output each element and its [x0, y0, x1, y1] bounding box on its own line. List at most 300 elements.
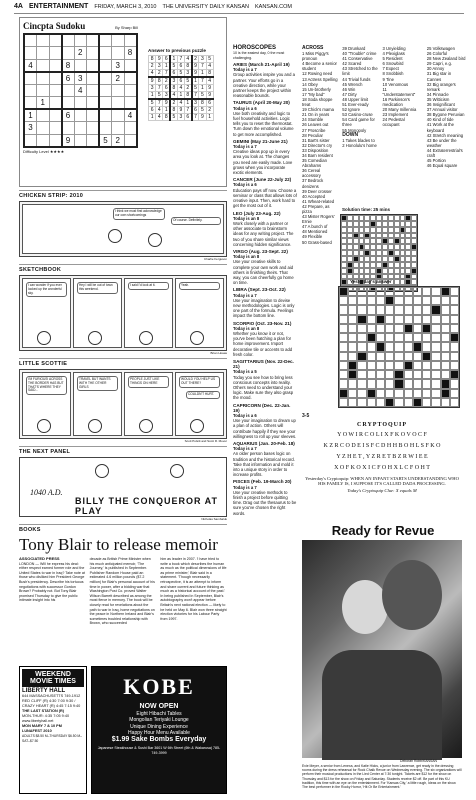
crossword-clue: 34 Barn resident: [302, 152, 333, 158]
horoscope-sign: [233, 249, 297, 285]
answer-cell: 4: [156, 114, 163, 121]
answer-cell: 6: [163, 85, 170, 92]
crossword-cell: [339, 287, 348, 296]
crossword-clue: 28 New Zealand bird: [426, 56, 466, 62]
character-head: [190, 331, 204, 345]
answer-cell: 2: [163, 77, 170, 85]
answer-cell: 8: [163, 114, 170, 121]
sudoku-cell: [87, 122, 100, 135]
crossword-cell: [348, 342, 357, 351]
crossword-clue: 4 Become a senior student: [302, 61, 337, 72]
next-panel-caption: BILLY THE CONQUEROR AT PLAY: [75, 496, 219, 516]
sudoku-cell: [37, 59, 50, 72]
cryptoquip-yesterday: Yesterday's Cryptoquip: WHEN AN INFANT STARTS UNDERSTANDING WHO HIS FAMILY IS, I SUPPOSE IT'S CALLED DADA PROCESSING.: [305, 476, 459, 487]
sign-text: Use your imagination to dream up a plan of action. Others will contribute happily if they see your willingness to roll up your sleeves.: [233, 418, 297, 439]
crossword-clue: 39 Deer crosser: [302, 188, 332, 194]
sudoku-cell: [112, 47, 125, 60]
answer-cell: 6: [163, 56, 170, 63]
crossword-cell: [385, 315, 394, 324]
sign-rating: Today is a 7: [233, 67, 257, 73]
books-byline: ASSOCIATED PRESS: [19, 556, 60, 561]
crossword-clue: 52 Ignore: [342, 107, 360, 113]
crossword-cell: [357, 333, 366, 342]
crossword-clue: 43 Be under the weather: [426, 137, 457, 148]
sudoku-cell: [124, 84, 137, 97]
horoscopes-title: HOROSCOPES: [233, 45, 277, 51]
answer-cell: 9: [206, 92, 213, 100]
crossword-clue: 12 Rowing need: [302, 71, 333, 77]
cryptoquip-clue: Today's Cryptoquip Clue: X equals M: [347, 487, 417, 493]
sudoku-cell: [112, 97, 125, 110]
sketch-frame-1: [22, 278, 71, 348]
crossword-clue: 37 Bedrock denizens: [302, 178, 324, 189]
crossword-clue: 48 Upper limit: [342, 96, 369, 102]
sudoku-cell: [49, 134, 62, 147]
crossword-cell: [431, 370, 440, 379]
horoscope-sign: [233, 177, 297, 208]
crossword-cell: [413, 342, 422, 351]
answer-cell: 7: [184, 107, 191, 114]
crossword-cell: [450, 352, 459, 361]
sudoku-title-rest: pta Sudoku: [41, 21, 86, 31]
cryptoquip-line: X O F K O X I C F O H X L C F O H T: [334, 465, 430, 471]
ticket-prices: ADULTS $8.50 M–THURSDAY $6.50 M–SAT–$7.50: [22, 734, 82, 743]
crossword-cell: [339, 352, 348, 361]
crossword-clue: 44 Extraterrestrial's craft: [426, 147, 463, 158]
crossword-cell: [422, 315, 431, 324]
sign-text: Group activities inspire you and a partner. Your efforts go in a creative direction, while your partner keeps the project within reasonable bounds.: [233, 72, 295, 99]
crossword-cell: [441, 370, 450, 379]
crossword-clue: 55 Monopoly: [342, 127, 367, 133]
sign-text: Creative ideas pop up in every area you look at. The changes you need are easily made. Love grows when you incorporate exotic elements.: [233, 149, 293, 176]
crossword-clue: 44 Trivial funds: [342, 76, 371, 82]
sudoku-cell: 2: [74, 47, 87, 60]
sudoku-cell: [37, 34, 50, 47]
crossword-cell: [422, 361, 431, 370]
crossword-clue: 31 Bart's sister: [302, 137, 330, 143]
crossword-cell: [357, 398, 366, 407]
sudoku-cell: 8: [124, 47, 137, 60]
crossword-clue: 23 Implement: [382, 112, 408, 118]
sign-name: SAGITTARIUS (Nov. 22-Dec. 21): [233, 358, 294, 370]
crossword-cell: [431, 342, 440, 351]
crossword-clue: 28 Peculiar: [302, 132, 323, 138]
crossword-cell: [422, 342, 431, 351]
cryptoquip-line: Y O W I R C O L I X F K O V O C F: [337, 432, 427, 438]
crossword-cell: [376, 342, 385, 351]
next-panel-label: THE NEXT PANEL: [19, 446, 227, 455]
crossword-clue: 49 Flexible: [302, 234, 323, 240]
crossword-cell: [348, 287, 357, 296]
kobe-hibachi: Eight Hibachi Tables: [136, 710, 182, 717]
down-clues-right: [427, 46, 466, 168]
performer-body: [322, 650, 442, 760]
crossword-cell: [413, 352, 422, 361]
crossword-cell: [367, 389, 376, 398]
crossword-cell: [441, 361, 450, 370]
crossword-cell: [367, 324, 376, 333]
answer-cell: 8: [170, 107, 177, 114]
sign-rating: Today is an 8: [233, 325, 260, 331]
crossword-clue: 35 Witticism: [426, 96, 450, 102]
sudoku-cell: [124, 134, 137, 147]
character-head: [95, 464, 109, 478]
last-station-title: THE LAST STATION (R): [22, 709, 65, 713]
sudoku-cell: [99, 97, 112, 110]
answer-cell: 1: [170, 56, 177, 63]
crossword-clue: 41 Conservative: [342, 56, 373, 62]
crossword-cell: [376, 370, 385, 379]
answer-cell: 5: [149, 99, 156, 107]
crossword-cell: [339, 315, 348, 324]
horoscopes-column: [233, 46, 297, 516]
liberty-hall-address: 644 MASSACHUSETTS 749-1912: [22, 694, 81, 698]
sudoku-cell: [87, 59, 100, 72]
crossword-clue: 29 Capri, e.g.: [426, 61, 452, 67]
sign-text: Work closely with a partner or other associate to brainstorm ideas for any writing project. The two of you share similar views concerning hidden significance.: [233, 220, 294, 247]
crossword-cell: [348, 352, 357, 361]
answer-cell: 1: [199, 85, 206, 92]
chicken-frame: [22, 204, 224, 254]
kobe-address: Japanese Steakhouse & Sushi Bar 3601 W 6th Street (6th & Wakarusa) 785-749-3999: [97, 746, 221, 755]
answer-cell: 5: [192, 85, 199, 92]
crossword-clue: 4 Plexiglass: [382, 51, 405, 57]
horoscope-sign: [233, 321, 297, 357]
crossword-cell: [376, 361, 385, 370]
crossword-clue: 36 Insignificant: [426, 102, 455, 108]
crossword-clue: 41 Wheat-related: [302, 198, 335, 204]
crossword-cell: [348, 315, 357, 324]
crossword-cell: [385, 398, 394, 407]
crossword-cell: [394, 315, 403, 324]
sudoku-cell: [24, 47, 37, 60]
crossword-cell: [339, 361, 348, 370]
character-head: [170, 464, 184, 478]
crossword-cell: [441, 342, 450, 351]
crossword-clue: 46 Win: [342, 86, 356, 92]
answer-cell: 3: [170, 77, 177, 85]
crossword-cell: [404, 352, 413, 361]
sign-text: Use your creative methods to finish a project before quitting time. Drag out the thesaurus to be sure you've chosen the right words.: [233, 489, 297, 516]
crossword-cell: [450, 389, 459, 398]
sudoku-cell: [37, 47, 50, 60]
crossword-cell: [339, 333, 348, 342]
little-scottie-label: LITTLE SCOTTIE: [19, 358, 227, 367]
crossword-clue: 5 Resident: [382, 56, 403, 62]
crossword-cell: [394, 287, 403, 296]
crossword-cell: [367, 398, 376, 407]
crossword-clue: 1 Miss Piggy's pronoun: [302, 51, 329, 62]
answer-cell: 5: [206, 56, 213, 63]
crossword-clue: 32 Big orange's remark: [426, 81, 456, 92]
answer-cell: 5: [170, 114, 177, 121]
crossword-clue: 47 Dirty: [342, 91, 357, 97]
site-link[interactable]: KANSAN.COM: [254, 3, 292, 10]
sign-rating: Today is a 6: [233, 413, 257, 419]
chicken-strip-comic: [19, 201, 227, 257]
sudoku-cell: [99, 109, 112, 122]
crossword-cell: [367, 296, 376, 305]
crossword-clue: 21 On in years: [302, 112, 330, 118]
photo-headline: Ready for Revue: [331, 523, 435, 538]
crossword-cell: [376, 287, 385, 296]
crossword-clue: 24 Pedestal occupant: [382, 117, 405, 128]
sudoku-cell: [99, 47, 112, 60]
crossword-cell: [441, 398, 450, 407]
sign-text: Use both creativity and logic to fuel household activities. Logic tells you to reset the thermostat. Turn down the emotional volume to get more accomplished.: [233, 110, 294, 137]
crossword-cell: [450, 296, 459, 305]
horoscope-sign: [233, 139, 297, 175]
answer-cell: 7: [156, 99, 163, 107]
sign-rating: Today is a 5: [233, 369, 257, 375]
sudoku-cell: [49, 34, 62, 47]
crossword-clue: 34 Pinnacle: [426, 91, 449, 97]
next-panel-year: 1040 A.D.: [30, 488, 63, 497]
crossword-clue: 24 Stumble: [302, 117, 324, 123]
crossword-clue: 33 Disposition: [302, 147, 329, 153]
answer-cell: 3: [156, 63, 163, 70]
crossword-cell: [357, 305, 366, 314]
crossword-cell: [413, 305, 422, 314]
special-showing: MON MARY 7 & 10 PM: [22, 724, 62, 728]
main-showtimes: MON-THUR: 4:35 7:05 9:40: [22, 714, 70, 718]
sudoku-cell: [87, 47, 100, 60]
crossword-clue: 31 Big star in Cannes: [426, 71, 452, 82]
cryptoquip-block: [302, 422, 462, 493]
sudoku-cell: [74, 59, 87, 72]
character-head: [88, 331, 102, 345]
answer-cell: 6: [177, 63, 184, 70]
sudoku-cell: [49, 72, 62, 85]
sudoku-cell: [49, 109, 62, 122]
crossword-cell: [385, 342, 394, 351]
crossword-clue: 19 Chick's mama: [302, 107, 334, 113]
paper-name: THE UNIVERSITY DAILY KANSAN: [162, 3, 249, 10]
crossword-cell: [357, 296, 366, 305]
kobe-ad[interactable]: [91, 666, 227, 794]
crossword-cell: [348, 379, 357, 388]
sign-text: An older person bases logic on tradition and the historical record. Take that information and mold it into a unique story in order to increase profits.: [233, 451, 295, 478]
next-panel-comic: [19, 457, 227, 517]
crossword-cell: [441, 287, 450, 296]
crossword-clue: 20 Many millennia: [382, 107, 417, 113]
answer-cell: 6: [192, 107, 199, 114]
crossword-cell: [385, 379, 394, 388]
crossword-cell: [404, 296, 413, 305]
sign-text: Use your imagination to devise new methodologies. Logic is only one part of the formula. Feelings impact the bottom line.: [233, 297, 295, 319]
crossword-cell: [404, 379, 413, 388]
crossword-cell: [385, 361, 394, 370]
crossword-clue: 11 "Understatement": [382, 86, 416, 97]
cryptoquip-title: CRYPTOQUIP: [356, 422, 407, 428]
crossword-cell: [339, 379, 348, 388]
answer-cell: 5: [199, 92, 206, 100]
crossword-cell: [431, 361, 440, 370]
answer-cell: 7: [177, 56, 184, 63]
answer-cell: 1: [177, 92, 184, 100]
liberty-link[interactable]: www.libertyhall.net: [22, 719, 54, 723]
answer-cell: 9: [156, 56, 163, 63]
sign-name: ARIES (March 21-April 19): [233, 62, 290, 68]
crossword-cell: [404, 287, 413, 296]
sketch-speech-1: I can wonder if you ever looked up the wonderful sky.: [26, 282, 67, 297]
crossword-cell: [394, 324, 403, 333]
crossword-cell: [413, 287, 422, 296]
answer-cell: 4: [156, 107, 163, 114]
chicken-speech-1: I think we must first acknowledge our own shortcomings: [113, 208, 165, 220]
crossword-clue: 45 Portion: [426, 158, 446, 164]
character-head: [139, 419, 153, 433]
crossword-cell: [413, 389, 422, 398]
crossword-cell: [404, 333, 413, 342]
ls-speech-3: PEOPLE JUST LIKE THINGS ON HERE: [128, 376, 169, 388]
performer-face: [342, 580, 388, 634]
character-head: [148, 233, 162, 247]
crossword-cell: [348, 333, 357, 342]
sketchbook-comic: [19, 275, 227, 351]
crossword-cell: [385, 352, 394, 361]
crossword-cell: [348, 370, 357, 379]
crossword-cell: [339, 305, 348, 314]
crossword-clue: 7 Expect: [382, 66, 399, 72]
crossword-cell: [367, 305, 376, 314]
crossword-cell: [357, 315, 366, 324]
sudoku-cell: [37, 84, 50, 97]
crossword-cell: [376, 389, 385, 398]
crossword-cell: [348, 389, 357, 398]
sudoku-cell: [99, 122, 112, 135]
sudoku-grid: [23, 33, 138, 148]
crossword-clue: 38 Bygone Peruvian: [426, 112, 465, 118]
answer-cell: 3: [192, 99, 199, 107]
crossword-clue: 48 Mentioned: [302, 229, 328, 235]
sign-rating: Today is a 7: [233, 484, 257, 490]
crossword-clue: 50 Grass-based: [302, 239, 332, 245]
photo-caption: Evie Meyer, a senior from Lenexa, and Katie Hicks, a junior from Lawrence, get ready in the dressing rooms during the dress rehearsal for Rock Chalk Revue on Wednesday evening. The six organizations will perform their musical productions in the Lied Center at 7:30 tonight. Tickets are $12 for the show on Thursday and $13 for the show on Friday and Saturday. Students receive $2 off. Be part of this KU tradition, this time with an eye on the entertainment. For 'Kansas City,' a little rough, Ideas on the show. The best performer in the Rocky Horror, 'Hit Or Be Entertainment.': [302, 764, 462, 790]
sign-rating: Today is a 7: [233, 446, 257, 452]
sudoku-cell: [124, 59, 137, 72]
crossword-cell: [357, 352, 366, 361]
sketchbook-credit: Brian Hoaas: [210, 351, 227, 355]
sudoku-cell: [37, 109, 50, 122]
sudoku-cell: [99, 84, 112, 97]
horoscope-list: [233, 62, 297, 516]
character-head: [190, 419, 204, 433]
cryptoquip-line: Y Z H E T , Y Z R E T B Z R W I E E: [336, 454, 428, 460]
crossword-cell: [376, 324, 385, 333]
answer-cell: 2: [156, 70, 163, 78]
horoscope-sign: [233, 479, 297, 515]
crossword-clue: 13 Actress Spelling: [302, 76, 338, 82]
crossword-cell: [431, 296, 440, 305]
sketchbook-label: SKETCHBOOK: [19, 264, 227, 273]
crossword-clue: 2 Honolulu's home: [342, 142, 377, 148]
kobe-now-open: NOW OPEN: [139, 703, 179, 710]
crossword-clue: DOWN: [342, 131, 359, 138]
sudoku-cell: [74, 34, 87, 47]
sudoku-cell: 8: [62, 59, 75, 72]
sign-name: GEMINI (May 21-June 21): [233, 138, 288, 144]
crossword-cell: [441, 296, 450, 305]
crossword-cell: [450, 342, 459, 351]
answer-cell: 6: [149, 107, 156, 114]
sudoku-cell: [37, 134, 50, 147]
books-text-col3: him as leader in 2007. 'I have tried to write a book which describes the human as much as the political dimensions of life as prime minister,' Blair said in a statement. 'Though necessarily retrospective, it is an attempt to inform and share current and future thinking as much as a historical account of the past.' In being published in September, Blair's autobiography won't appear before Britain's next national election — likely to be held on May 6. Blair won three straight election victories for his Labour Party from 1997.: [160, 557, 227, 621]
sign-name: PISCES (Feb. 19-March 20): [233, 479, 292, 485]
sudoku-cell: [49, 97, 62, 110]
answer-cell: 2: [192, 56, 199, 63]
answer-cell: 5: [199, 107, 206, 114]
sign-name: LIBRA (Sept. 23-Oct. 22): [233, 287, 286, 293]
character-head: [108, 229, 122, 243]
crossword-cell: [376, 296, 385, 305]
answer-cell: 4: [206, 77, 213, 85]
crossword-cell: [394, 333, 403, 342]
character-head: [139, 331, 153, 345]
sudoku-cell: [24, 134, 37, 147]
kobe-happy-hour: Happy Hour Menu Available: [128, 730, 190, 736]
crossword-cell: [441, 333, 450, 342]
sudoku-cell: [124, 34, 137, 47]
sudoku-cell: 5: [99, 134, 112, 147]
answer-cell: 6: [177, 77, 184, 85]
crossword-cell: [431, 287, 440, 296]
crossword-cell: [441, 352, 450, 361]
crossword-clue: 27 Proscribe: [302, 127, 326, 133]
crossword-clue: 26 Colorful: [426, 51, 448, 57]
crossword-cell: [441, 305, 450, 314]
movie-times-ad[interactable]: [19, 666, 87, 794]
crossword-cell: [450, 370, 459, 379]
crossword-cell: [367, 379, 376, 388]
sign-rating: Today is an 8: [233, 254, 260, 260]
kobe-lounge: Mongolian Teriyaki Lounge: [129, 717, 189, 723]
crossword-clue: 25 Volkswagen: [426, 46, 455, 51]
crossword-cell: [413, 333, 422, 342]
crossword-cell: [376, 398, 385, 407]
answer-grid: [148, 55, 214, 121]
character-head: [37, 419, 51, 433]
sudoku-title: Cinc: [23, 21, 41, 31]
sudoku-cell: [112, 34, 125, 47]
sudoku-cell: [24, 72, 37, 85]
sudoku-cell: 2: [112, 72, 125, 85]
crossword-cell: [431, 315, 440, 324]
down-clues: [383, 46, 420, 128]
answer-cell: 7: [163, 70, 170, 78]
sudoku-cell: [87, 134, 100, 147]
crossword-cell: [348, 324, 357, 333]
crossword-cell: [441, 389, 450, 398]
crossword-cell: [394, 361, 403, 370]
crossword-cell: [441, 315, 450, 324]
crossword-cell: [385, 333, 394, 342]
crossword-cell: [450, 398, 459, 407]
sudoku-cell: [87, 109, 100, 122]
sudoku-cell: [87, 97, 100, 110]
crossword-cell: [394, 389, 403, 398]
page-header: [14, 0, 464, 14]
sudoku-cell: [49, 84, 62, 97]
crossword-cell: [413, 315, 422, 324]
crossword-cell: [394, 342, 403, 351]
answer-cell: 5: [170, 63, 177, 70]
crossword-clue: 30 Annoy: [426, 66, 445, 72]
crossword-cell: [431, 389, 440, 398]
crossword-clue: 54 Card game for three: [342, 117, 375, 128]
crossword-cell: [431, 333, 440, 342]
sudoku-cell: [37, 72, 50, 85]
